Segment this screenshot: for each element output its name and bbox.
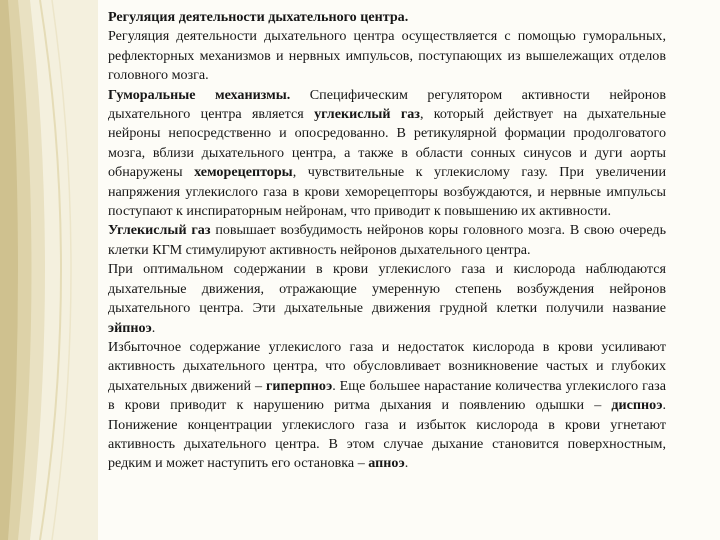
- document-page: [108, 8, 666, 474]
- eupnea-paragraph: [108, 260, 666, 338]
- chemoreceptors-term: хеморецепторы: [194, 164, 293, 181]
- dyspnea-term: диспноэ: [611, 397, 663, 414]
- hyperpnea-term: гиперпноэ: [265, 377, 333, 394]
- breathing-disorders-paragraph: [108, 338, 666, 474]
- eupnea-text-1: При оптимальном содержании в крови углекислого газа и кислорода наблюдаются дыхательные движения, отражающие умеренную степень возбуждения нейронов дыхательного центра. Эти дыхательные движения грудной клетки получили название: [108, 261, 666, 317]
- apnea-term: апноэ: [368, 455, 405, 472]
- co2-paragraph-term: Углекислый газ: [108, 222, 211, 239]
- humoral-text-1: Специфическим регулятором активности нейронов дыхательного центра является: [108, 86, 666, 123]
- co2-paragraph-text: повышает возбудимость нейронов коры головного мозга. В свою очередь клетки КГМ стимулируют активность нейронов дыхательного центра.: [108, 222, 666, 258]
- humoral-term: Гуморальные механизмы.: [108, 86, 291, 103]
- disorders-text-3: . Понижение концентрации углекислого газа и избыток кислорода в крови угнетают активность дыхательного центра. В этом случае дыхание становится поверхностным, редким и может наступить его остановка –: [108, 397, 666, 472]
- co2-paragraph: [108, 221, 666, 260]
- disorders-text-1: Избыточное содержание углекислого газа и недостаток кислорода в крови усиливают активность дыхательного центра, что обусловливает возникновение частых и глубоких дыхательных движений –: [108, 338, 666, 394]
- document-title: Регуляция деятельности дыхательного центра.: [108, 9, 409, 25]
- disorders-text-2: . Еще большее нарастание количества углекислого газа в крови приводит к нарушению ритма дыхания и появлению одышки –: [108, 377, 666, 414]
- eupnea-term: эйпноэ: [108, 319, 152, 336]
- humoral-text-3: , чувствительные к углекислому газу. При увеличении напряжения углекислого газа в крови хеморецепторы возбуждаются, и нервные импульсы поступают к инспираторным нейронам, что приводит к повышению их активности.: [108, 164, 666, 220]
- co2-term: углекислый газ: [314, 106, 420, 123]
- decorative-side-border: [0, 0, 98, 540]
- intro-paragraph: Регуляция деятельности дыхательного центра осуществляется с помощью гуморальных, рефлекторных механизмов и нервных импульсов, поступающих из вышележащих отделов головного мозга.: [108, 28, 666, 84]
- disorders-text-4: .: [404, 455, 409, 472]
- humoral-text-2: , который действует на дыхательные нейроны непосредственно и опосредованно. В ретикулярной формации продолговатого мозга, вблизи дыхательного центра, а также в области сонных синусов и дуги аорты обнаружены: [108, 106, 666, 181]
- eupnea-text-2: .: [151, 319, 156, 336]
- humoral-paragraph: [108, 86, 666, 222]
